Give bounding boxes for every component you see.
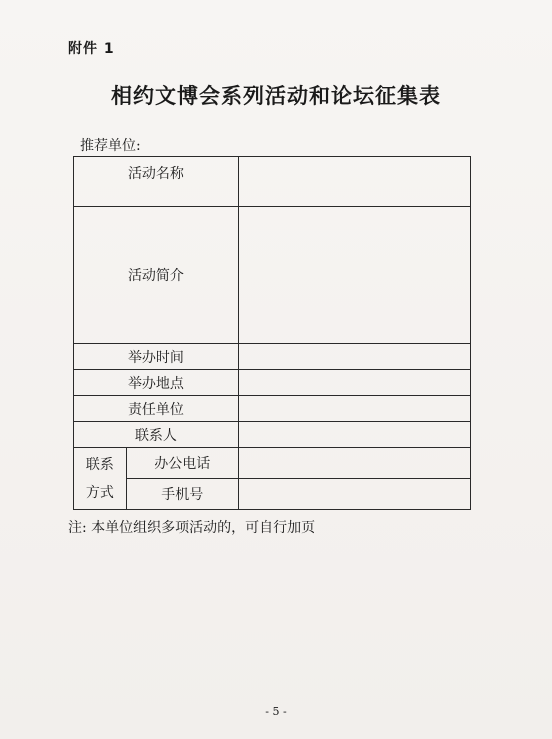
row-office-phone bbox=[74, 448, 471, 479]
field-mobile[interactable] bbox=[238, 479, 470, 510]
contact-method-line2: 方式 bbox=[85, 484, 114, 501]
label-mobile: 手机号 bbox=[126, 479, 238, 510]
row-responsible-unit bbox=[74, 396, 471, 422]
submission-form-table bbox=[73, 156, 471, 510]
label-activity-name: 活动名称 bbox=[74, 157, 239, 207]
field-activity-name[interactable] bbox=[238, 157, 470, 207]
field-held-location[interactable] bbox=[238, 370, 470, 396]
label-held-location: 举办地点 bbox=[74, 370, 239, 396]
row-held-location bbox=[74, 370, 471, 396]
label-office-phone: 办公电话 bbox=[126, 448, 238, 479]
row-mobile bbox=[74, 479, 471, 510]
contact-method-line1: 联系 bbox=[85, 456, 114, 473]
label-responsible-unit: 责任单位 bbox=[74, 396, 239, 422]
field-contact-person[interactable] bbox=[238, 422, 470, 448]
page-number: - 5 - bbox=[265, 705, 287, 718]
label-contact-method bbox=[74, 448, 127, 510]
field-activity-intro[interactable] bbox=[238, 207, 470, 344]
label-contact-person: 联系人 bbox=[74, 422, 239, 448]
field-held-time[interactable] bbox=[238, 344, 470, 370]
row-held-time bbox=[74, 344, 471, 370]
recommender-label: 推荐单位: bbox=[80, 138, 141, 154]
attachment-label: 附件 1 bbox=[68, 41, 115, 57]
form-title: 相约文博会系列活动和论坛征集表 bbox=[111, 83, 441, 108]
footnote: 注: 本单位组织多项活动的，可自行加页 bbox=[68, 520, 316, 536]
field-responsible-unit[interactable] bbox=[238, 396, 470, 422]
label-held-time: 举办时间 bbox=[74, 344, 239, 370]
row-contact-person bbox=[74, 422, 471, 448]
row-activity-name bbox=[74, 157, 471, 207]
row-activity-intro bbox=[74, 207, 471, 344]
label-activity-intro: 活动简介 bbox=[74, 207, 239, 344]
field-office-phone[interactable] bbox=[238, 448, 470, 479]
